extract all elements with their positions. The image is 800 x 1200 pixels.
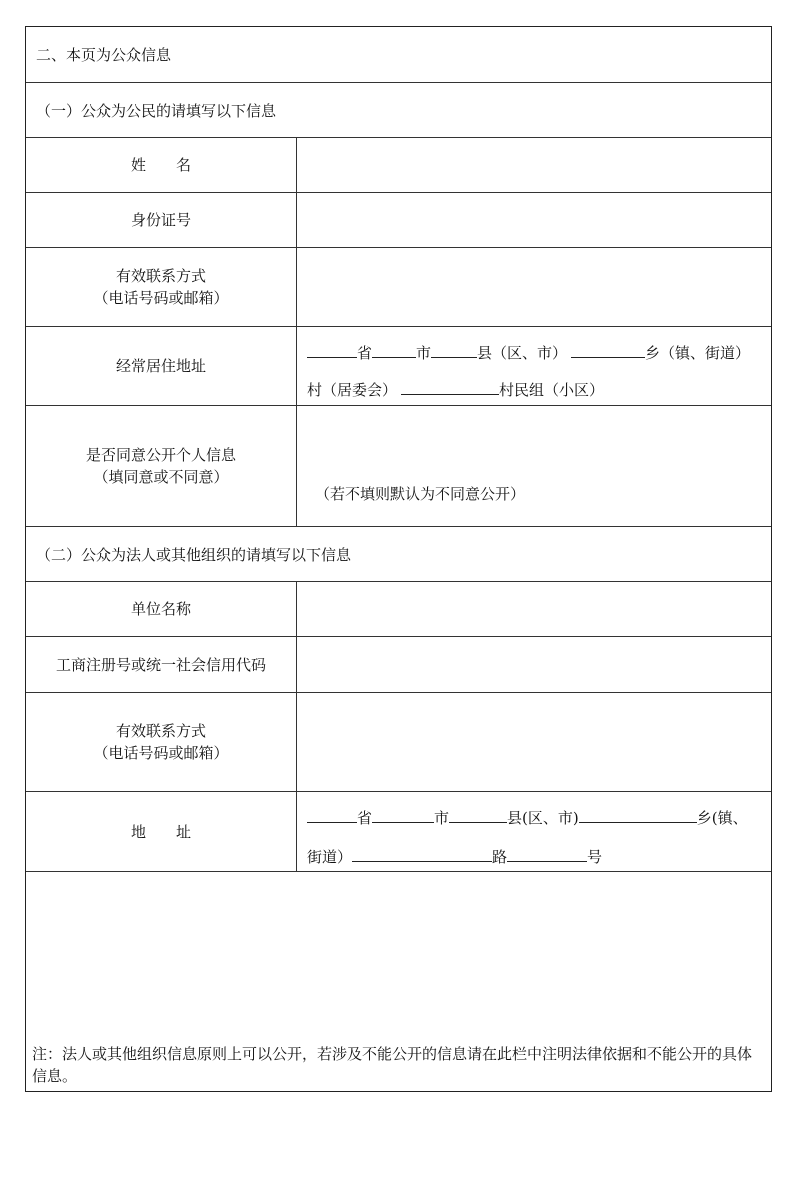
citizen-address-field[interactable] [297, 327, 771, 405]
org-reg-label-text: 工商注册号或统一社会信用代码 [55, 655, 266, 674]
citizen-consent-label-line2: （填同意或不同意） [93, 468, 229, 486]
citizen-id-label-text: 身份证号 [130, 211, 191, 229]
org-blank-city[interactable] [372, 808, 434, 823]
org-unit-label-text: 单位名称 [130, 600, 191, 618]
citizen-heading-row [26, 83, 771, 138]
org-blank-county[interactable] [449, 808, 507, 823]
org-contact-label [26, 693, 297, 791]
citizen-name-field[interactable] [297, 138, 771, 192]
org-unit-label [26, 582, 297, 636]
org-addr-province-text: 省 [357, 809, 373, 827]
section-title: 二、本页为公众信息 [36, 46, 172, 64]
note-text: 注：法人或其他组织信息原则上可以公开，若涉及不能公开的信息请在此栏中注明法律依据和不能公开的具体信息。 [32, 1045, 753, 1085]
org-address-line1 [307, 807, 748, 828]
blank-township[interactable] [571, 343, 645, 358]
citizen-contact-label-line1: 有效联系方式 [115, 267, 206, 285]
org-address-line2 [307, 846, 602, 867]
org-addr-street-text: 街道） [307, 848, 353, 866]
addr-village-text: 村（居委会） [307, 381, 398, 399]
citizen-address-label [26, 327, 297, 405]
addr-city-text: 市 [416, 344, 432, 362]
citizen-consent-label-line1: 是否同意公开个人信息 [85, 446, 236, 464]
note-row [26, 872, 771, 1091]
citizen-name-label [26, 138, 297, 192]
citizen-address-label-text: 经常居住地址 [115, 357, 206, 375]
citizen-consent-row [26, 406, 771, 527]
citizen-contact-label [26, 248, 297, 326]
addr-county-text: 县（区、市） [477, 344, 568, 362]
org-blank-street[interactable] [352, 847, 492, 862]
org-addr-city-text: 市 [434, 809, 450, 827]
citizen-consent-field[interactable] [297, 406, 771, 526]
citizen-name-label-text: 姓 名 [130, 156, 191, 174]
blank-county[interactable] [431, 343, 477, 358]
org-blank-township[interactable] [579, 808, 697, 823]
org-address-label [26, 792, 297, 871]
citizen-id-label [26, 193, 297, 247]
citizen-contact-row [26, 248, 771, 327]
org-contact-label-line1: 有效联系方式 [115, 722, 206, 740]
org-contact-field[interactable] [297, 693, 771, 791]
org-blank-road[interactable] [507, 847, 587, 862]
org-reg-label [26, 637, 297, 692]
section-title-row [26, 27, 771, 83]
org-contact-label-line2: （电话号码或邮箱） [93, 744, 229, 762]
org-contact-row [26, 693, 771, 792]
blank-city[interactable] [372, 343, 416, 358]
citizen-contact-field[interactable] [297, 248, 771, 326]
addr-province-text: 省 [357, 344, 373, 362]
org-unit-row [26, 582, 771, 637]
citizen-heading: （一）公众为公民的请填写以下信息 [36, 101, 277, 120]
citizen-id-row [26, 193, 771, 248]
org-heading-row [26, 527, 771, 582]
addr-township-text: 乡（镇、街道） [645, 344, 751, 362]
blank-village[interactable] [401, 380, 499, 395]
org-address-row [26, 792, 771, 872]
org-addr-township-text: 乡(镇、 [696, 809, 748, 827]
citizen-consent-hint: （若不填则默认为不同意公开） [315, 485, 526, 503]
citizen-address-row [26, 327, 771, 406]
org-reg-field[interactable] [297, 637, 771, 692]
org-unit-field[interactable] [297, 582, 771, 636]
org-heading: （二）公众为法人或其他组织的请填写以下信息 [36, 545, 352, 564]
org-address-label-text: 地 址 [130, 822, 191, 841]
org-address-field[interactable] [297, 792, 771, 871]
citizen-consent-label [26, 406, 297, 526]
blank-province[interactable] [307, 343, 357, 358]
org-blank-province[interactable] [307, 808, 357, 823]
citizen-id-field[interactable] [297, 193, 771, 247]
citizen-address-line1 [307, 342, 750, 363]
org-reg-row [26, 637, 771, 693]
citizen-name-row [26, 138, 771, 193]
org-addr-road-text: 路 [492, 848, 508, 866]
org-addr-county-text: 县(区、市) [507, 809, 579, 827]
addr-group-text: 村民组（小区） [499, 381, 605, 399]
citizen-contact-label-line2: （电话号码或邮箱） [93, 289, 229, 307]
public-info-form [25, 26, 772, 1092]
org-addr-number-text: 号 [587, 848, 603, 866]
citizen-address-line2 [307, 379, 604, 400]
